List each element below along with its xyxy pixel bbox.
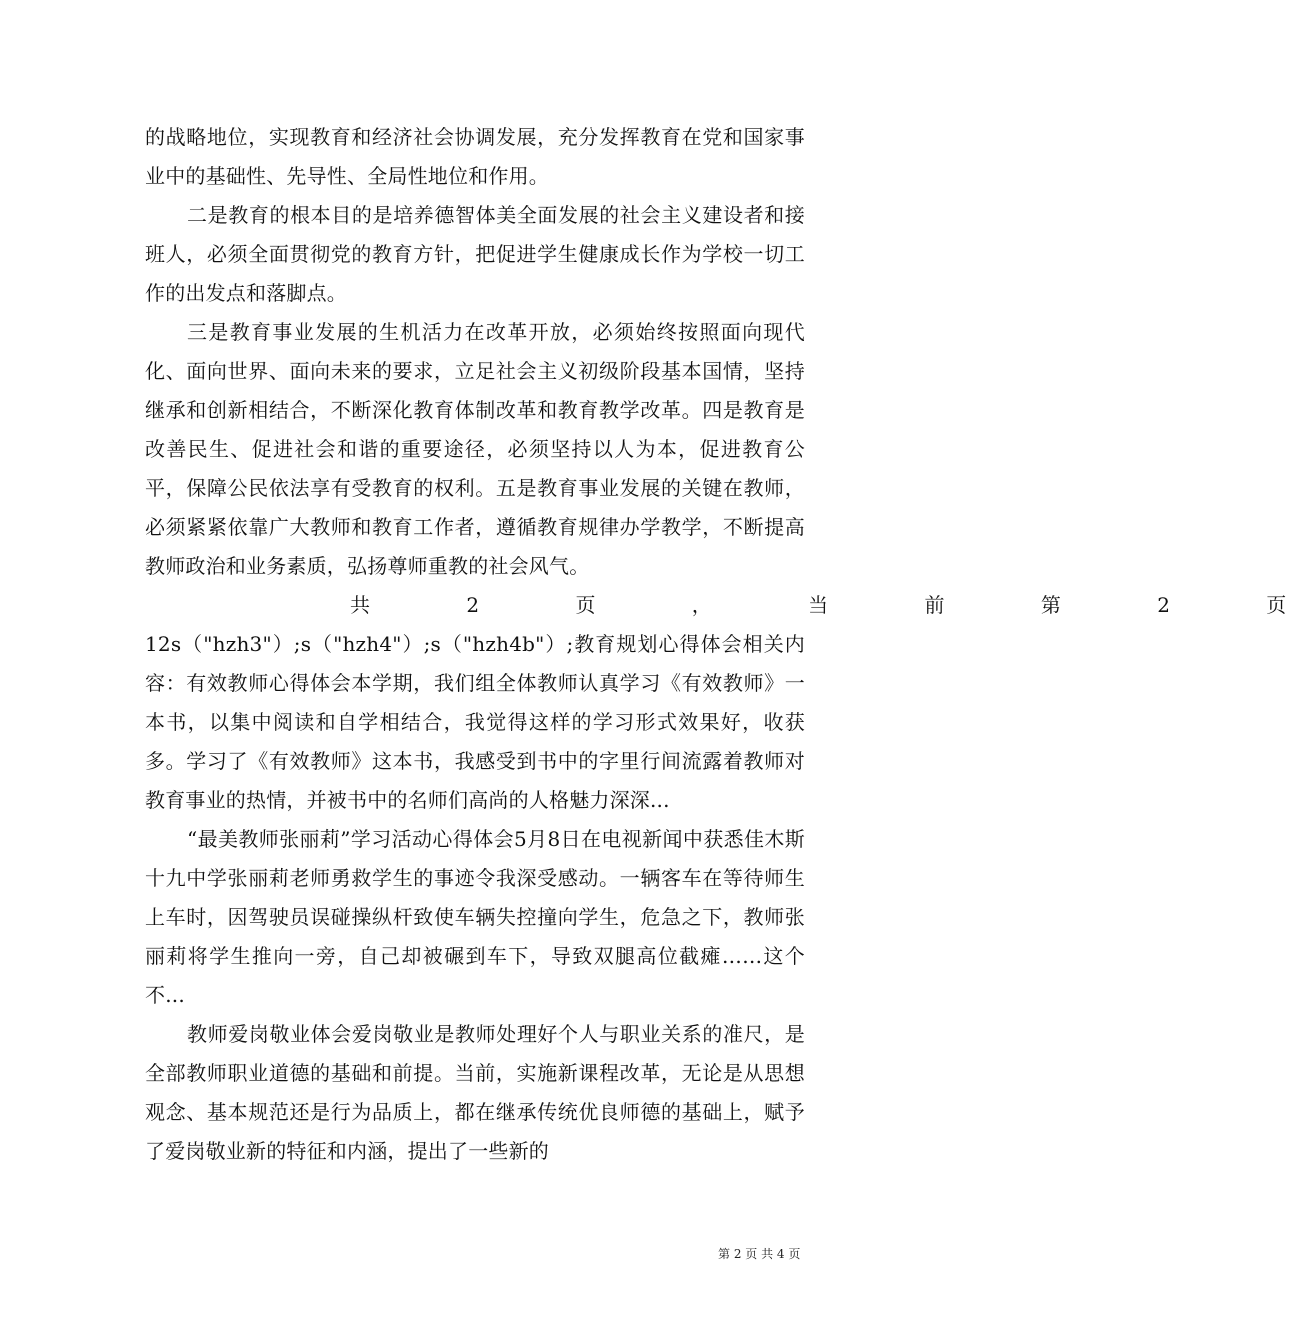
related-paragraph-3: 教师爱岗敬业体会爱岗敬业是教师处理好个人与职业关系的准尺，是全部教师职业道德的基础和前提。当前，实施新课程改革，无论是从思想观念、基本规范还是行为品质上，都在继承传统优良师德的基础上，赋予了爱岗敬业新的特征和内涵，提出了一些新的	[145, 1022, 805, 1163]
related-paragraph-1: 12s（"hzh3"）;s（"hzh4"）;s（"hzh4b"）;教育规划心得体会相关内容：有效教师心得体会本学期，我们组全体教师认真学习《有效教师》一本书，以集中阅读和自学相结合，我觉得这样的学习形式效果好，收获多。学习了《有效教师》这本书，我感受到书中的字里行间流露着教师对教育事业的热情，并被书中的名师们高尚的人格魅力深深...	[145, 632, 805, 812]
paragraph-2: 二是教育的根本目的是培养德智体美全面发展的社会主义建设者和接班人，必须全面贯彻党的教育方针，把促进学生健康成长作为学校一切工作的出发点和落脚点。	[145, 203, 805, 305]
paragraph-1: 的战略地位，实现教育和经济社会协调发展，充分发挥教育在党和国家事业中的基础性、先导性、全局性地位和作用。	[145, 125, 805, 188]
page-count-line: 共 2 页 ， 当 前 第 2 页	[350, 593, 1314, 617]
related-paragraph-2: “最美教师张丽莉”学习活动心得体会5月8日在电视新闻中获悉佳木斯十九中学张丽莉老师勇救学生的事迹令我深受感动。一辆客车在等待师生上车时，因驾驶员误碰操纵杆致使车辆失控撞向学生，危急之下，教师张丽莉将学生推向一旁，自己却被碾到车下，导致双腿高位截瘫……这个不...	[145, 827, 805, 1007]
document-body	[145, 118, 1314, 1171]
paragraph-3: 三是教育事业发展的生机活力在改革开放，必须始终按照面向现代化、面向世界、面向未来的要求，立足社会主义初级阶段基本国情，坚持继承和创新相结合，不断深化教育体制改革和教育教学改革。四是教育是改善民生、促进社会和谐的重要途径，必须坚持以人为本，促进教育公平，保障公民依法享有受教育的权利。五是教育事业发展的关键在教师，必须紧紧依靠广大教师和教育工作者，遵循教育规律办学教学，不断提高教师政治和业务素质，弘扬尊师重教的社会风气。	[145, 320, 805, 578]
page-footer: 第 2 页 共 4 页	[718, 1247, 801, 1261]
